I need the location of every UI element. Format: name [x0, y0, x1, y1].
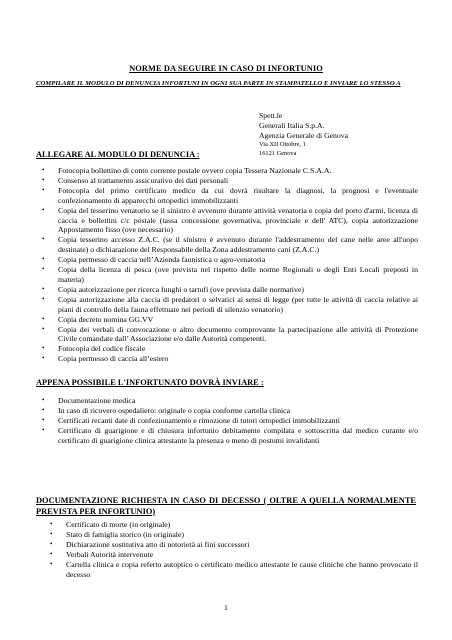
list-item: [42, 426, 418, 446]
list-item: [42, 265, 418, 285]
bullet-dot-icon: •: [50, 559, 53, 568]
list-item: [42, 295, 418, 315]
bullet-dot-icon: •: [42, 314, 45, 323]
death-docs-list: [50, 520, 418, 579]
bullet-dot-icon: •: [42, 265, 45, 274]
list-item-text: Documentazione medica: [58, 396, 136, 405]
list-item-text: Copia decreto nomina GG.VV: [58, 314, 154, 324]
bullet-dot-icon: •: [42, 205, 45, 214]
bullet-dot-icon: •: [50, 520, 53, 528]
address-line: Agenzia Generale di Genova: [259, 131, 349, 140]
list-item-text: Cartella clinica e copia referto autoptico o certificato medico attestante le cause cliniche che hanno provocato il decesso: [66, 559, 418, 579]
bullet-dot-icon: •: [42, 405, 45, 414]
list-item: [42, 235, 418, 255]
bullet-dot-icon: •: [42, 255, 45, 264]
list-item-text: Fotocopia bollettino di conto corrente postale ovvero copia Tessera Nazionale C.S.A.A.: [58, 166, 332, 175]
bullet-dot-icon: •: [50, 529, 53, 538]
section-heading-send-later: APPENA POSSIBILE L'INFORTUNATO DOVRÀ INVIARE :: [36, 378, 264, 387]
list-item: [42, 206, 418, 236]
recipient-address: [259, 111, 348, 158]
list-item: [42, 166, 418, 176]
address-line: 16121 Genova: [259, 149, 297, 157]
list-item: [42, 406, 418, 416]
list-item-text: Certificato di guarigione e di chiusura infortunio debitamente compilata e sottoscritta dal medico curante e/o certificato di guarigione clinica attestante la presenza o meno di postumi invalidanti: [58, 425, 418, 445]
page-title: NORME DA SEGUIRE IN CASO DI INFORTUNIO: [129, 64, 323, 73]
list-item-text: Consenso al trattamento assicurativo dei dati personali: [58, 175, 229, 185]
section-heading-attachments: ALLEGARE AL MODULO DI DENUNCIA :: [36, 150, 200, 159]
list-item-text: Dichiarazione sostitutiva atto di notorietà ai fini successori: [66, 539, 250, 549]
list-item: [42, 325, 418, 345]
list-item-text: In caso di ricovero ospedaliero: originale o copia conforme cartella clinica: [58, 405, 291, 415]
list-item: [50, 560, 418, 580]
list-item: [50, 530, 418, 540]
bullet-dot-icon: •: [42, 425, 45, 434]
list-item-text: Copia autorizzazione alla caccia di predatori o selvatici ai sensi di legge (per tutte le attività di caccia relative ai piani di controllo della fauna effettuate nei periodi di silenzio venatorio): [58, 294, 418, 314]
bullet-dot-icon: •: [42, 324, 45, 333]
list-item-text: Copia dei verbali di convocazione o altro documento comprovante la partecipazione alle attività di Protezione Civile comandate dall’ Associazione e/o dalle Autorità competenti.: [58, 324, 418, 344]
list-item-text: Copia autorizzazione per ricerca funghi o tartufi (ove prevista dalle normative): [58, 284, 304, 294]
list-item-text: Fotocopia del codice fiscale: [58, 344, 146, 354]
list-item: [50, 550, 418, 560]
list-item: [42, 396, 418, 406]
list-item-text: Copia della licenza di pesca (ove prevista nel rispetto delle norme Regionali o degli Enti Locali preposti in materia): [58, 265, 418, 284]
list-item-text: Copia del tesserino venatorio se il sinistro è avvenuto durante attività venatoria e copia del porto d'armi, licenza di caccia e bollettini c/c postale (tassa concessione governativa, provinciale e dell' ATC), copia autorizzazione Appostamento fisso (ove necessario): [58, 205, 418, 235]
bullet-dot-icon: •: [42, 415, 45, 424]
bullet-dot-icon: •: [50, 549, 53, 558]
bullet-dot-icon: •: [42, 284, 45, 293]
address-line: Spett.le: [259, 111, 283, 120]
list-item-text: Certificato di morte (in originale): [66, 520, 171, 529]
section-heading-death-docs: DOCUMENTAZIONE RICHIESTA IN CASO DI DECESSO ( OLTRE A QUELLA NORMALMENTE PREVISTA PER INFORTUNIO): [36, 496, 416, 516]
bullet-dot-icon: •: [42, 354, 45, 363]
list-item-text: Copia permesso di caccia nell’Azienda faunistica o agro-venatoria: [58, 255, 266, 265]
bullet-dot-icon: •: [42, 396, 45, 404]
bullet-dot-icon: •: [42, 294, 45, 303]
list-item-text: Certificati recanti date di confezionamento e rimozione di tutori ortopedici immobilizzanti: [58, 415, 340, 425]
list-item: [42, 176, 418, 186]
list-item-text: Copia tesserino accesso Z.A.C. (se il sinistro è avvenuto durante l'addestramento del cane nelle aree all'uopo destinate) o dichiarazione del Responsabile della Zona addestramento cani (Z.A.C.): [58, 235, 418, 255]
list-item: [42, 315, 418, 325]
list-item-text: Stato di famiglia storico (in originale): [66, 529, 185, 539]
attachments-list: [42, 166, 418, 364]
instruction-text: COMPILARE IL MODULO DI DENUNCIA INFORTUNI IN OGNI SUA PARTE IN STAMPATELLO E INVIARE LO STESSO A: [36, 80, 401, 87]
bullet-dot-icon: •: [42, 166, 45, 174]
bullet-dot-icon: •: [42, 344, 45, 353]
list-item-text: Fotocopia del primo certificato medico da cui dovrà risultare la diagnosi, la prognosi e l'eventuale confezionamento di apparecchi ortopedici immobilizzanti: [58, 185, 418, 205]
list-item: [42, 416, 418, 426]
list-item-text: Verbali Autorità intervenute: [66, 549, 154, 559]
list-item: [42, 344, 418, 354]
bullet-dot-icon: •: [42, 185, 45, 194]
page-number: 1: [224, 603, 228, 612]
send-later-list: [42, 396, 418, 446]
bullet-dot-icon: •: [42, 175, 45, 184]
list-item: [42, 354, 418, 364]
list-item: [42, 186, 418, 206]
address-line: Generali Italia S.p.A.: [259, 121, 325, 130]
list-item-text: Copia permesso di caccia all’estero: [58, 354, 169, 364]
address-line: Via XII Ottobre, 1: [259, 141, 306, 148]
bullet-dot-icon: •: [42, 235, 45, 244]
list-item: [50, 540, 418, 550]
list-item: [42, 285, 418, 295]
list-item: [42, 255, 418, 265]
list-item: [50, 520, 418, 530]
bullet-dot-icon: •: [50, 539, 53, 548]
